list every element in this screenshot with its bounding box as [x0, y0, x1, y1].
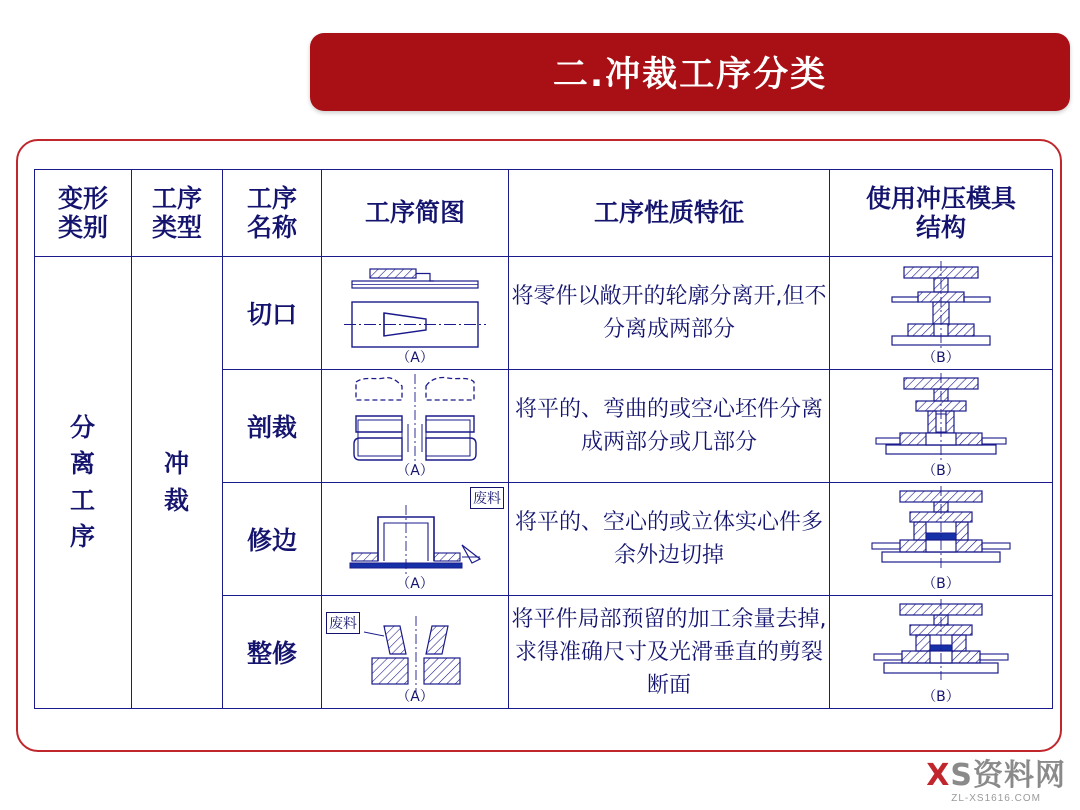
cell-process-name: 整修 — [223, 596, 322, 709]
die-label: （B） — [922, 576, 960, 592]
diagram-shaving — [322, 596, 508, 708]
cell-process-type: 冲 裁 — [132, 257, 223, 709]
process-classification-table — [34, 169, 1053, 709]
die-trimming — [830, 483, 1052, 595]
header-deformation-category: 变形 类别 — [35, 170, 132, 257]
diagram-parting — [322, 370, 508, 482]
scrap-label: 废料 — [470, 487, 504, 509]
diagram-label: （A） — [396, 350, 434, 366]
cell-die-structure — [830, 370, 1053, 483]
header-die-structure: 使用冲压模具 结构 — [830, 170, 1053, 257]
header-process-characteristics: 工序性质特征 — [509, 170, 830, 257]
cell-die-structure — [830, 483, 1053, 596]
header-process-name: 工序 名称 — [223, 170, 322, 257]
diagram-label: （A） — [396, 689, 434, 705]
cell-description: 将平的、空心的或立体实心件多余外边切掉 — [509, 483, 830, 596]
watermark-text — [926, 758, 1066, 793]
diagram-label: （A） — [396, 576, 434, 592]
cell-process-diagram — [322, 483, 509, 596]
title-banner — [310, 33, 1070, 111]
table-body — [35, 257, 1053, 709]
die-label: （B） — [922, 350, 960, 366]
die-label: （B） — [922, 689, 960, 705]
watermark-suffix: S资料网 — [950, 758, 1066, 793]
watermark-url: ZL-XS1616.COM — [951, 793, 1041, 804]
cell-process-diagram — [322, 596, 509, 709]
table-header-row — [35, 170, 1053, 257]
diagram-notching — [322, 257, 508, 369]
cell-process-name: 剖裁 — [223, 370, 322, 483]
cell-process-diagram — [322, 257, 509, 370]
die-shaving — [830, 596, 1052, 708]
die-label: （B） — [922, 463, 960, 479]
cell-process-name: 切口 — [223, 257, 322, 370]
watermark — [926, 758, 1066, 804]
cell-description: 将平的、弯曲的或空心坯件分离成两部分或几部分 — [509, 370, 830, 483]
cell-description: 将平件局部预留的加工余量去掉,求得准确尺寸及光滑垂直的剪裂断面 — [509, 596, 830, 709]
cell-deformation-category: 分 离 工 序 — [35, 257, 132, 709]
cell-process-name: 修边 — [223, 483, 322, 596]
watermark-prefix: X — [926, 758, 951, 793]
diagram-trimming — [322, 483, 508, 595]
diagram-label: （A） — [396, 463, 434, 479]
header-process-diagram: 工序简图 — [322, 170, 509, 257]
header-process-type: 工序 类型 — [132, 170, 223, 257]
cell-process-diagram — [322, 370, 509, 483]
die-notching — [830, 257, 1052, 369]
cell-description: 将零件以敞开的轮廓分离开,但不分离成两部分 — [509, 257, 830, 370]
scrap-label: 废料 — [326, 612, 360, 634]
page-title: 二.冲裁工序分类 — [552, 55, 828, 95]
cell-die-structure — [830, 596, 1053, 709]
table-header — [35, 170, 1053, 257]
die-parting — [830, 370, 1052, 482]
table-row — [35, 257, 1053, 370]
cell-die-structure — [830, 257, 1053, 370]
